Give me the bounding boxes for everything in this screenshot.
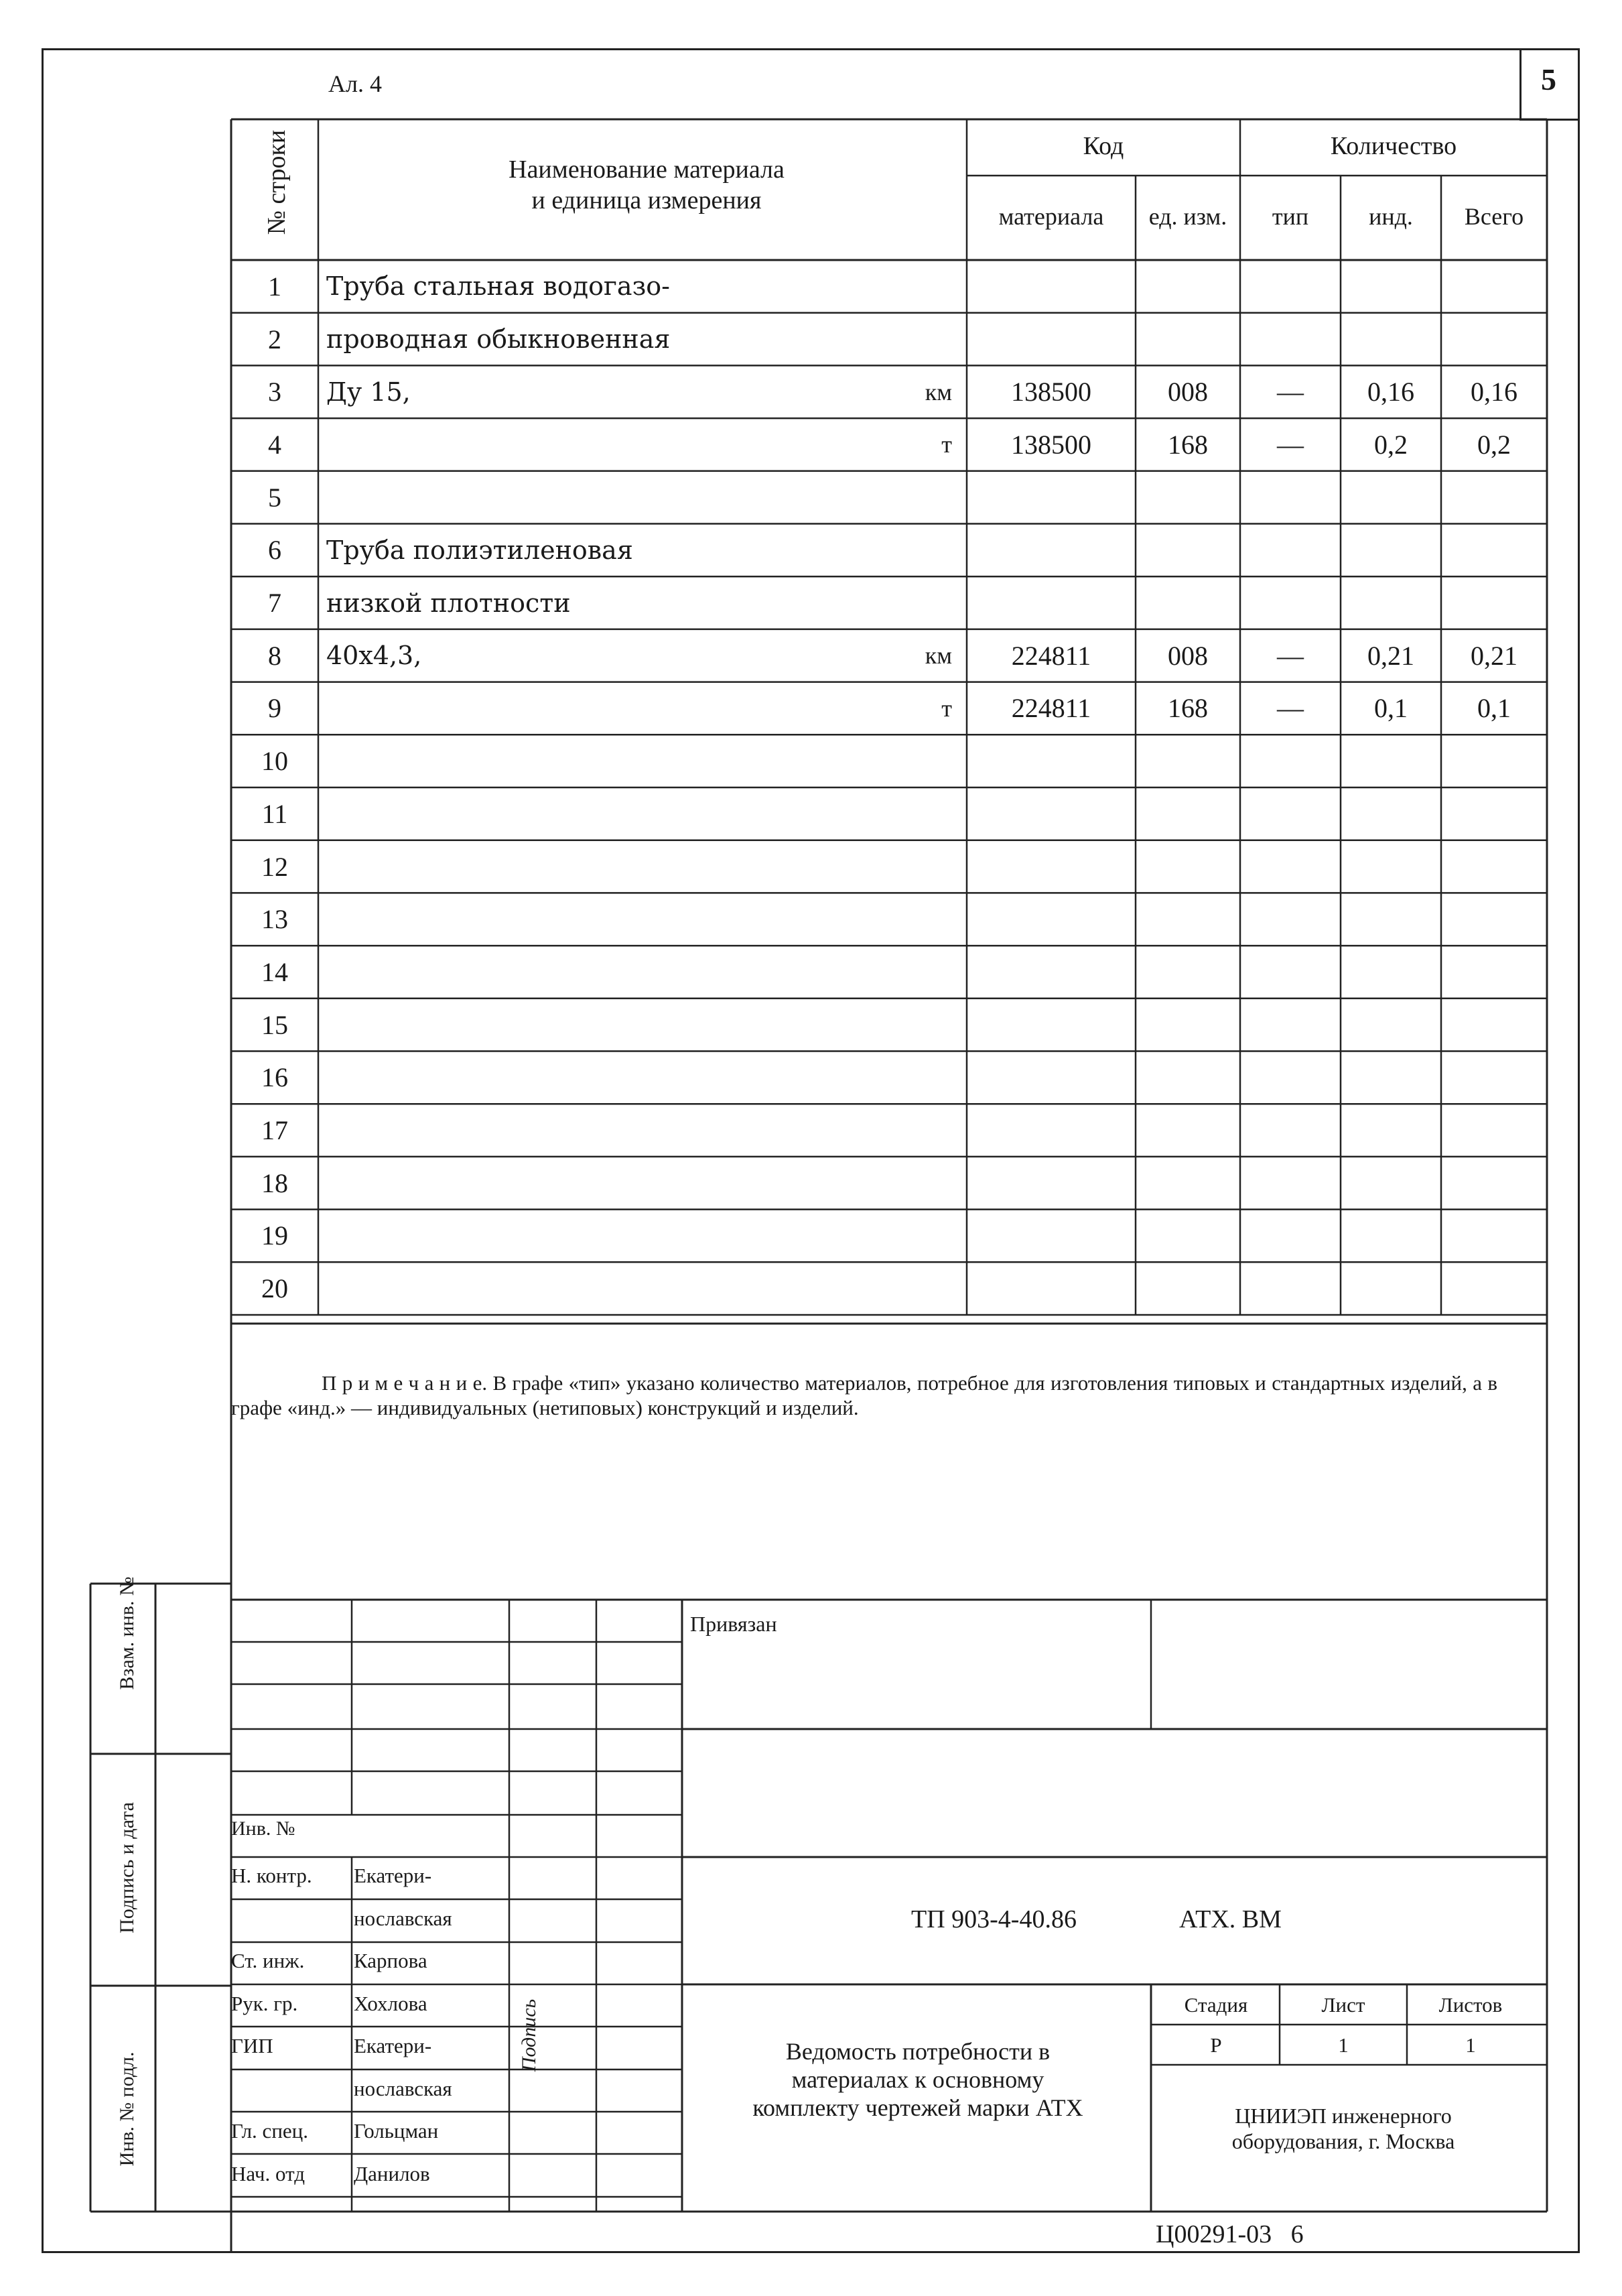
row-name: [318, 418, 833, 471]
row-number: 15: [261, 1009, 288, 1040]
stage-value: Р: [1210, 2033, 1222, 2057]
row-number: 10: [261, 746, 288, 777]
row-qty-type: [1240, 471, 1341, 524]
side-label-inv-podl: Инв. № подл.: [116, 2051, 138, 2167]
row-unit: [833, 946, 967, 999]
note: [231, 1370, 1497, 1420]
row-name: [318, 1262, 833, 1315]
role-label: Н. контр.: [231, 1864, 312, 1887]
row-unit: т: [941, 431, 952, 458]
note-label: П р и м е ч а н и е.: [322, 1371, 488, 1395]
row-qty-type: [1240, 1262, 1341, 1315]
row-qty-total: [1441, 893, 1547, 946]
row-qty-ind: [1341, 260, 1441, 313]
row-qty-ind: [1341, 313, 1441, 366]
role-label: Рук. гр.: [231, 1991, 298, 2015]
row-qty-ind: [1341, 840, 1441, 893]
row-name: низкой плотности: [326, 588, 571, 618]
row-material-code: 224811: [1011, 640, 1091, 671]
row-unit-code: 008: [1168, 640, 1208, 671]
role-name: Хохлова: [354, 1991, 427, 2015]
row-unit: [833, 999, 967, 1051]
row-qty-type: —: [1277, 429, 1304, 460]
row-qty-total: [1441, 999, 1547, 1051]
row-qty-total: [1441, 735, 1547, 787]
row-material-code: [967, 893, 1136, 946]
row-qty-type: [1240, 576, 1341, 629]
row-unit-code: [1136, 893, 1240, 946]
mark: АТХ. ВМ: [1179, 1905, 1282, 1933]
row-qty-total: 0,21: [1471, 640, 1517, 671]
row-qty-total: 0,2: [1477, 429, 1511, 460]
row-qty-type: [1240, 840, 1341, 893]
row-unit: [833, 576, 967, 629]
row-qty-total: [1441, 1104, 1547, 1157]
row-qty-type: [1240, 1157, 1341, 1210]
row-unit: [833, 735, 967, 787]
sheets-value: 1: [1465, 2033, 1476, 2057]
row-name: [318, 999, 833, 1051]
row-qty-ind: [1341, 893, 1441, 946]
row-qty-ind: [1341, 1157, 1441, 1210]
row-material-code: [967, 576, 1136, 629]
doc-title: Ведомость потребности в материалах к основному комплекту чертежей марки АТХ: [752, 2038, 1083, 2121]
row-unit-code: [1136, 471, 1240, 524]
row-qty-total: [1441, 787, 1547, 840]
row-qty-ind: [1341, 524, 1441, 577]
row-qty-type: [1240, 1104, 1341, 1157]
row-unit-code: [1136, 999, 1240, 1051]
row-qty-total: [1441, 471, 1547, 524]
row-number: 13: [261, 904, 288, 935]
row-qty-type: [1240, 1210, 1341, 1263]
row-name: Ду 15,: [326, 377, 411, 407]
row-number: 11: [261, 798, 288, 829]
organization: ЦНИИЭП инженерного оборудования, г. Москва: [1231, 2104, 1455, 2153]
row-qty-total: [1441, 313, 1547, 366]
row-name: [318, 840, 833, 893]
row-material-code: [967, 1157, 1136, 1210]
row-unit-code: [1136, 1157, 1240, 1210]
header-name: Наименование материала и единица измерения: [509, 155, 785, 214]
row-unit-code: [1136, 1051, 1240, 1104]
row-name: [318, 471, 833, 524]
row-name: [318, 735, 833, 787]
header-quantity: Количество: [1330, 132, 1457, 160]
row-unit: [833, 313, 967, 366]
row-number: 4: [268, 429, 281, 460]
row-number: 5: [268, 482, 281, 513]
row-number: 12: [261, 851, 288, 882]
footer-code: Ц00291-03 6: [1156, 2220, 1304, 2248]
row-unit: [833, 840, 967, 893]
role-label: Гл. спец.: [231, 2119, 309, 2143]
role-name: Екатери-: [354, 1864, 432, 1887]
row-number: 1: [268, 271, 281, 302]
row-material-code: [967, 840, 1136, 893]
header-row-no: № строки: [263, 129, 291, 235]
row-qty-ind: [1341, 1210, 1441, 1263]
row-qty-total: 0,16: [1471, 377, 1517, 407]
row-number: 2: [268, 324, 281, 355]
row-material-code: 224811: [1011, 693, 1091, 724]
role-label: Нач. отд: [231, 2161, 305, 2185]
row-qty-type: —: [1277, 640, 1304, 671]
sheet-value: 1: [1338, 2033, 1349, 2057]
row-qty-type: [1240, 946, 1341, 999]
row-unit-code: [1136, 1262, 1240, 1315]
row-name: Труба стальная водогазо-: [326, 271, 671, 302]
row-name: Труба полиэтиленовая: [326, 535, 633, 565]
side-label-vzam: Взам. инв. №: [116, 1576, 138, 1690]
role-label: ГИП: [231, 2034, 273, 2057]
side-label-podpis-data: Подпись и дата: [116, 1802, 138, 1933]
role-name: Екатери-: [354, 2034, 432, 2057]
row-name: 40x4,3,: [326, 641, 422, 671]
row-material-code: [967, 471, 1136, 524]
inv-no-label: Инв. №: [231, 1817, 295, 1840]
row-qty-ind: [1341, 735, 1441, 787]
stage-label: Стадия: [1184, 1993, 1248, 2017]
row-qty-ind: [1341, 1262, 1441, 1315]
row-qty-total: [1441, 1210, 1547, 1263]
row-qty-type: [1240, 313, 1341, 366]
row-name: [318, 1157, 833, 1210]
row-qty-ind: 0,2: [1374, 429, 1408, 460]
row-unit-code: [1136, 576, 1240, 629]
page-number: 5: [1541, 62, 1556, 97]
row-unit-code: [1136, 787, 1240, 840]
row-qty-type: —: [1277, 377, 1304, 407]
row-unit: [833, 1262, 967, 1315]
designation: ТП 903-4-40.86: [911, 1905, 1077, 1933]
row-unit-code: [1136, 313, 1240, 366]
role-name: нославская: [354, 1906, 452, 1930]
row-qty-total: [1441, 1262, 1547, 1315]
row-number: 18: [261, 1167, 288, 1198]
sheets-label: Листов: [1438, 1993, 1503, 2017]
role-name: Карпова: [354, 1949, 427, 1972]
row-qty-type: [1240, 735, 1341, 787]
row-name: [318, 1104, 833, 1157]
header-code: Код: [1083, 132, 1124, 160]
row-name: [318, 893, 833, 946]
row-name: [318, 1210, 833, 1263]
row-qty-total: [1441, 1157, 1547, 1210]
role-label: Ст. инж.: [231, 1949, 305, 1972]
row-qty-ind: 0,16: [1367, 377, 1414, 407]
row-material-code: [967, 313, 1136, 366]
row-qty-total: [1441, 1051, 1547, 1104]
row-name: проводная обыкновенная: [326, 324, 671, 355]
sheet-label-header: Лист: [1321, 1993, 1365, 2017]
row-number: 9: [268, 693, 281, 724]
row-material-code: [967, 1104, 1136, 1157]
row-qty-ind: [1341, 946, 1441, 999]
row-number: 14: [261, 956, 288, 987]
row-qty-ind: [1341, 1104, 1441, 1157]
row-qty-total: [1441, 260, 1547, 313]
row-qty-type: —: [1277, 693, 1304, 724]
row-qty-type: [1240, 893, 1341, 946]
row-unit-code: [1136, 260, 1240, 313]
row-unit: [833, 260, 967, 313]
row-qty-ind: [1341, 1051, 1441, 1104]
privyazan-label: Привязан: [690, 1612, 777, 1636]
row-qty-total: [1441, 840, 1547, 893]
row-qty-ind: [1341, 787, 1441, 840]
row-unit-code: [1136, 840, 1240, 893]
row-qty-total: [1441, 524, 1547, 577]
row-unit-code: [1136, 1104, 1240, 1157]
note-text: В графе «тип» указано количество материалов, потребное для изготовления типовых и стандартных изделий, а в графе «инд.» — индивидуальных (нетиповых) конструкций и изделий.: [231, 1371, 1497, 1419]
row-name: [318, 1051, 833, 1104]
row-unit-code: 168: [1168, 693, 1208, 724]
row-unit: [833, 787, 967, 840]
row-number: 7: [268, 588, 281, 619]
row-material-code: [967, 260, 1136, 313]
row-material-code: [967, 1210, 1136, 1263]
row-unit-code: 008: [1168, 377, 1208, 407]
row-unit: [833, 471, 967, 524]
row-qty-type: [1240, 1051, 1341, 1104]
row-unit: т: [941, 694, 952, 722]
header-qty-total: Всего: [1464, 203, 1524, 230]
row-number: 8: [268, 640, 281, 671]
row-unit: [833, 1157, 967, 1210]
row-material-code: [967, 999, 1136, 1051]
row-qty-ind: [1341, 471, 1441, 524]
row-qty-total: [1441, 946, 1547, 999]
row-unit: [833, 524, 967, 577]
role-name: Данилов: [354, 2161, 430, 2185]
row-material-code: [967, 787, 1136, 840]
row-qty-ind: [1341, 576, 1441, 629]
row-name: [318, 787, 833, 840]
row-number: 6: [268, 535, 281, 566]
row-qty-total: 0,1: [1477, 693, 1511, 724]
row-number: 17: [261, 1115, 288, 1146]
row-unit: [833, 893, 967, 946]
row-number: 19: [261, 1220, 288, 1251]
sheet-label: Ал. 4: [328, 70, 382, 97]
row-material-code: [967, 735, 1136, 787]
header-code-material: материала: [998, 203, 1104, 230]
row-name: [318, 946, 833, 999]
row-number: 3: [268, 377, 281, 407]
row-qty-type: [1240, 787, 1341, 840]
row-unit: км: [925, 378, 952, 405]
row-material-code: [967, 524, 1136, 577]
row-material-code: 138500: [1011, 429, 1091, 460]
row-unit: [833, 1210, 967, 1263]
row-qty-ind: [1341, 999, 1441, 1051]
header-qty-type: тип: [1272, 203, 1309, 230]
row-material-code: 138500: [1011, 377, 1091, 407]
role-name: Гольцман: [354, 2119, 439, 2143]
row-qty-type: [1240, 999, 1341, 1051]
row-material-code: [967, 1262, 1136, 1315]
row-unit-code: [1136, 1210, 1240, 1263]
row-number: 20: [261, 1273, 288, 1304]
row-material-code: [967, 946, 1136, 999]
row-qty-total: [1441, 576, 1547, 629]
row-qty-ind: 0,1: [1374, 693, 1408, 724]
row-unit-code: [1136, 735, 1240, 787]
row-number: 16: [261, 1062, 288, 1093]
row-unit-code: [1136, 946, 1240, 999]
row-unit: [833, 1104, 967, 1157]
header-qty-ind: инд.: [1369, 203, 1413, 230]
header-code-unit: ед. изм.: [1148, 203, 1227, 230]
row-qty-ind: 0,21: [1367, 640, 1414, 671]
row-name: [318, 682, 833, 735]
row-material-code: [967, 1051, 1136, 1104]
role-name: нославская: [354, 2076, 452, 2100]
row-unit-code: [1136, 524, 1240, 577]
row-unit-code: 168: [1168, 429, 1208, 460]
row-unit: [833, 1051, 967, 1104]
row-qty-type: [1240, 260, 1341, 313]
row-qty-type: [1240, 524, 1341, 577]
row-unit: км: [925, 642, 952, 669]
signature-label: Подпись: [518, 1998, 540, 2072]
